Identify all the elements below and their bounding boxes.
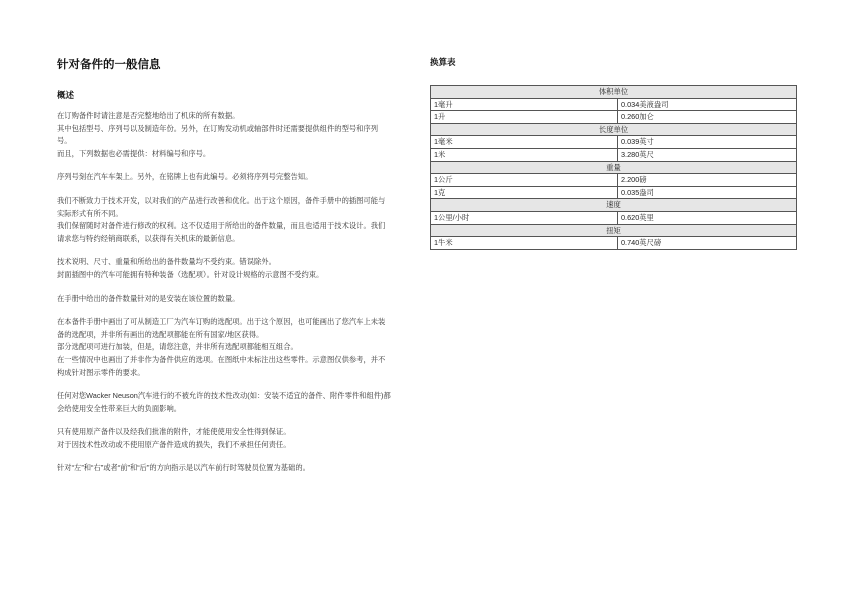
paragraph-line: 针对“左”和“右”或者“前”和“后”的方向指示是以汽车前行时驾驶员位置为基础的。 [57, 463, 310, 473]
unit-cell: 1米 [431, 148, 618, 161]
section-subtitle: 概述 [57, 90, 75, 100]
paragraph-line: 在手册中给出的备件数量针对的是安装在该位置的数量。 [57, 293, 240, 303]
table-row [431, 148, 797, 161]
table-row [431, 237, 797, 250]
equivalent-cell: 0.035盎司 [618, 186, 797, 199]
paragraph [57, 316, 392, 379]
equivalent-cell: 2.200磅 [618, 174, 797, 187]
conversion-table [430, 85, 797, 250]
page-title: 针对备件的一般信息 [57, 59, 161, 71]
paragraph-line: 我们不断致力于技术开发，以对我们的产品进行改善和优化。出于这个原因，备件手册中的插图可能与实际形式有所不同。 [57, 195, 386, 218]
unit-cell: 1毫升 [431, 98, 618, 111]
unit-cell: 1公斤 [431, 174, 618, 187]
table-row [431, 111, 797, 124]
general-info-column [57, 56, 392, 486]
equivalent-cell: 0.620英里 [618, 211, 797, 224]
paragraph-line: 序列号刻在汽车车架上。另外，在铭牌上也有此编号。必须将序列号完整告知。 [57, 172, 313, 182]
unit-cell: 1升 [431, 111, 618, 124]
paragraph [57, 390, 392, 415]
section-header-row [431, 86, 797, 99]
section-header: 速度 [431, 199, 797, 212]
section-header-row [431, 161, 797, 174]
paragraph [57, 426, 392, 451]
paragraph-line: 技术说明、尺寸、重量和所给出的备件数量均不受约束。错误除外。 [57, 257, 276, 267]
paragraph-line: 封面插图中的汽车可能拥有特种装备（选配项）。针对设计规格的示意图不受约束。 [57, 269, 324, 279]
paragraph [57, 256, 392, 281]
paragraph-line: 我们保留随时对备件进行修改的权利。这不仅适用于所给出的备件数量，而且也适用于技术设计。我们请求您与特约经销商联系，以获得有关机床的最新信息。 [57, 221, 386, 243]
section-header: 体积单位 [431, 86, 797, 99]
paragraph-line: 在一些情况中也画出了并非作为备件供应的选项。在图纸中未标注出这些零件。示意图仅供参考，并不构成针对图示零件的要求。 [57, 354, 386, 377]
section-header: 重量 [431, 161, 797, 174]
paragraph [57, 293, 392, 306]
unit-cell: 1牛米 [431, 237, 618, 250]
paragraph-list [57, 110, 392, 475]
table-row [431, 174, 797, 187]
unit-cell: 1毫米 [431, 136, 618, 149]
paragraph [57, 171, 392, 184]
paragraph-line: 在本备件手册中画出了可从制造工厂为汽车订购的选配项。出于这个原因，也可能画出了您汽车上未装备的选配项，并非所有画出的选配项都能在所有国家/地区获得。 [57, 317, 386, 339]
paragraph-line: 其中包括型号、序列号以及制造年份。另外，在订购发动机或轴部件时还需要提供组件的型号和序列号。 [57, 123, 379, 146]
section-header: 扭矩 [431, 224, 797, 237]
conversion-table-title: 换算表 [430, 57, 456, 67]
table-row [431, 186, 797, 199]
paragraph-line: 在订购备件时请注意是否完整地给出了机床的所有数据。 [57, 111, 240, 120]
paragraph-line: 任何对您Wacker Neuson汽车进行的不被允许的技术性改动(如：安装不适宜的备件、附件零件和组件)都会给使用安全性带来巨大的负面影响。 [57, 391, 391, 413]
table-row [431, 211, 797, 224]
paragraph [57, 110, 392, 160]
paragraph [57, 195, 392, 245]
section-header-row [431, 224, 797, 237]
paragraph-line: 而且，下列数据也必需提供：材料编号和序号。 [57, 148, 211, 158]
equivalent-cell: 0.034美液盎司 [618, 98, 797, 111]
paragraph-line: 只有使用原产备件以及经我们批准的附件，才能使使用安全性得到保证。 [57, 427, 291, 437]
paragraph-line: 对于因技术性改动或不使用原产备件造成的损失，我们不承担任何责任。 [57, 439, 291, 449]
equivalent-cell: 3.280英尺 [618, 148, 797, 161]
table-row [431, 136, 797, 149]
section-header-row [431, 123, 797, 136]
paragraph [57, 462, 392, 475]
section-header: 长度单位 [431, 123, 797, 136]
equivalent-cell: 0.039英寸 [618, 136, 797, 149]
unit-cell: 1公里/小时 [431, 211, 618, 224]
conversion-column [430, 56, 797, 250]
equivalent-cell: 0.260加仑 [618, 111, 797, 124]
equivalent-cell: 0.740英尺磅 [618, 237, 797, 250]
paragraph-line: 部分选配项可进行加装，但是，请您注意，并非所有选配项都能相互组合。 [57, 342, 298, 352]
section-header-row [431, 199, 797, 212]
table-row [431, 98, 797, 111]
unit-cell: 1克 [431, 186, 618, 199]
